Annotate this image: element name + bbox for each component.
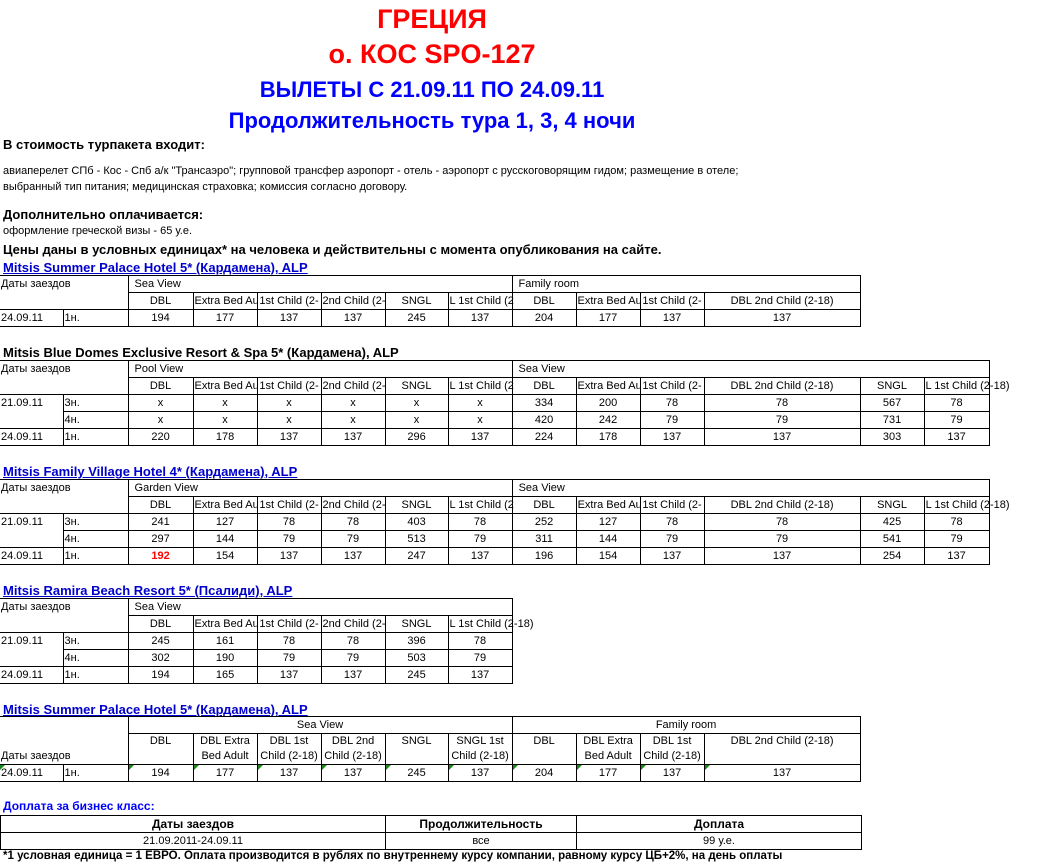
price-cell: 137	[448, 667, 512, 684]
column-header: SNGL	[385, 497, 448, 514]
column-header: DBL 2nd Child (2-18)	[704, 293, 860, 310]
check-in-date: 21.09.11	[0, 395, 63, 412]
price-cell: 144	[193, 531, 257, 548]
check-in-date: 24.09.11	[0, 667, 63, 684]
empty-cell	[0, 616, 128, 633]
nights: 1н.	[63, 765, 128, 782]
business-header-row	[1, 816, 862, 833]
column-header: L 1st Child (2	[448, 378, 512, 395]
column-header-row	[0, 734, 860, 765]
price-cell: 161	[193, 633, 257, 650]
price-cell: x	[385, 395, 448, 412]
price-cell: x	[128, 412, 193, 429]
column-header: DBL 1st Child (2-18)	[257, 734, 321, 765]
column-header: 2nd Child (2-	[321, 293, 385, 310]
column-header: SNGL	[860, 497, 924, 514]
price-cell: x	[257, 412, 321, 429]
room-type-header: Sea View	[128, 599, 512, 616]
price-row	[0, 412, 989, 429]
price-cell: 220	[128, 429, 193, 446]
business-surcharge: 99 у.е.	[577, 833, 862, 850]
nights: 3н.	[63, 395, 128, 412]
nights: 3н.	[63, 633, 128, 650]
check-in-date: 24.09.11	[0, 548, 63, 565]
price-cell: 297	[128, 531, 193, 548]
price-table	[0, 598, 534, 684]
price-row	[0, 667, 512, 684]
price-cell: 78	[257, 633, 321, 650]
column-header: DBL 2nd Child (2-18)	[704, 378, 860, 395]
column-header: 2nd Child (2-	[321, 497, 385, 514]
price-cell: 78	[321, 633, 385, 650]
price-cell: 137	[704, 765, 860, 782]
column-header: 2nd Child (2-	[321, 616, 385, 633]
hotel-title[interactable]: Mitsis Family Village Hotel 4* (Кардамена), ALP	[3, 464, 298, 479]
price-cell: 252	[512, 514, 576, 531]
room-type-header: Family room	[512, 276, 860, 293]
column-header: 1st Child (2-	[257, 378, 321, 395]
business-row	[1, 833, 862, 850]
room-type-header: Sea View	[128, 717, 512, 734]
price-cell: 403	[385, 514, 448, 531]
price-cell: 78	[448, 633, 512, 650]
price-row	[0, 531, 989, 548]
price-cell: 144	[576, 531, 640, 548]
nights: 4н.	[63, 650, 128, 667]
price-cell: 154	[193, 548, 257, 565]
title-country: ГРЕЦИЯ	[377, 4, 487, 34]
column-header: SNGL	[860, 378, 924, 395]
price-cell: 137	[924, 429, 989, 446]
nights: 4н.	[63, 412, 128, 429]
price-cell: 79	[448, 531, 512, 548]
nights: 3н.	[63, 514, 128, 531]
includes-title: В стоимость турпакета входит:	[3, 137, 205, 152]
price-cell: 137	[704, 429, 860, 446]
price-row	[0, 633, 512, 650]
includes-line-1: авиаперелет СПб - Кос - Спб а/к "Трансаэро"; групповой трансфер аэропорт - отель - аэропорт с русскоговорящим гидом; размещение в отеле;	[3, 165, 739, 177]
group-header-row	[0, 599, 512, 616]
price-cell: 137	[704, 548, 860, 565]
nights: 1н.	[63, 429, 128, 446]
column-header: DBL Extra Bed Adult	[576, 734, 640, 765]
column-header: DBL	[128, 293, 193, 310]
price-cell: 79	[924, 531, 989, 548]
price-cell: 177	[193, 765, 257, 782]
column-header: L 1st Child (2	[448, 497, 512, 514]
price-cell: 79	[448, 650, 512, 667]
price-cell: 78	[704, 395, 860, 412]
price-cell: 79	[257, 650, 321, 667]
title-island: о. КОС SPO-127	[328, 39, 536, 69]
price-cell: 137	[640, 765, 704, 782]
price-cell: 78	[640, 395, 704, 412]
empty-cell	[0, 497, 128, 514]
footnote: *1 условная единица = 1 ЕВРО. Оплата производится в рублях по внутреннему курсу компании, равному курсу ЦБ+2%, на день оплаты	[3, 850, 783, 862]
price-cell: 178	[193, 429, 257, 446]
price-cell: 334	[512, 395, 576, 412]
price-cell: 137	[640, 429, 704, 446]
price-cell: 78	[640, 514, 704, 531]
hotel-title[interactable]: Mitsis Summer Palace Hotel 5* (Кардамена), ALP	[3, 702, 308, 717]
price-cell: 79	[257, 531, 321, 548]
empty-cell	[0, 293, 128, 310]
price-cell: 165	[193, 667, 257, 684]
date-column-header: Даты заездов	[0, 361, 128, 378]
column-header: DBL 2nd Child (2-18)	[704, 497, 860, 514]
column-header: 1st Child (2-	[257, 616, 321, 633]
column-header-row	[0, 293, 860, 310]
price-table	[0, 479, 1010, 565]
price-cell: 137	[640, 548, 704, 565]
price-cell: 204	[512, 765, 576, 782]
price-cell: 245	[128, 633, 193, 650]
price-cell: 79	[321, 650, 385, 667]
column-header: Extra Bed Au	[576, 378, 640, 395]
room-type-header: Sea View	[512, 480, 989, 497]
price-cell: 137	[257, 667, 321, 684]
column-header: DBL	[128, 734, 193, 765]
column-header: DBL 2nd Child (2-18)	[704, 734, 860, 765]
check-in-date	[0, 650, 63, 667]
column-header: L 1st Child (2-18)	[924, 378, 989, 395]
price-cell: 177	[576, 765, 640, 782]
column-header: SNGL	[385, 734, 448, 765]
column-header: 1st Child (2-	[640, 497, 704, 514]
price-cell: 425	[860, 514, 924, 531]
price-cell: 241	[128, 514, 193, 531]
price-table	[0, 716, 861, 782]
column-header: DBL	[512, 378, 576, 395]
price-cell: 79	[704, 531, 860, 548]
price-cell: 247	[385, 548, 448, 565]
empty-cell	[0, 378, 128, 395]
price-cell: 137	[257, 765, 321, 782]
column-header: DBL	[128, 497, 193, 514]
title-duration: Продолжительность тура 1, 3, 4 ночи	[228, 108, 636, 133]
price-cell: 224	[512, 429, 576, 446]
price-cell: 303	[860, 429, 924, 446]
group-header-row	[0, 361, 989, 378]
price-cell: 194	[128, 765, 193, 782]
price-cell: 245	[385, 310, 448, 327]
hotel-title: Mitsis Blue Domes Exclusive Resort & Spa 5* (Кардамена), ALP	[3, 345, 399, 360]
column-header: SNGL	[385, 293, 448, 310]
price-table	[0, 275, 861, 327]
room-type-header: Sea View	[128, 276, 512, 293]
price-cell: 137	[448, 548, 512, 565]
price-cell: 78	[321, 514, 385, 531]
column-header: DBL	[128, 378, 193, 395]
group-header-row	[0, 480, 989, 497]
business-dates: 21.09.2011-24.09.11	[1, 833, 386, 850]
business-title: Доплата за бизнес класс:	[3, 799, 155, 813]
column-header: Extra Bed Au	[576, 497, 640, 514]
price-cell: 137	[257, 310, 321, 327]
price-cell: x	[193, 395, 257, 412]
price-cell: 177	[193, 310, 257, 327]
title-departures: ВЫЛЕТЫ С 21.09.11 ПО 24.09.11	[259, 77, 605, 102]
date-column-header: Даты заездов	[0, 480, 128, 497]
price-cell: x	[448, 412, 512, 429]
business-table	[0, 815, 862, 850]
price-cell: 79	[321, 531, 385, 548]
nights: 1н.	[63, 548, 128, 565]
price-cell: 127	[576, 514, 640, 531]
room-type-header: Garden View	[128, 480, 512, 497]
date-column-header: Даты заездов	[0, 599, 128, 616]
price-cell: 78	[257, 514, 321, 531]
column-header: L 1st Child (2-18)	[448, 616, 512, 633]
column-header: L 1st Child (2	[448, 293, 512, 310]
price-cell: 242	[576, 412, 640, 429]
room-type-header: Sea View	[512, 361, 989, 378]
price-cell: 396	[385, 633, 448, 650]
price-cell: x	[193, 412, 257, 429]
price-cell: 137	[321, 548, 385, 565]
price-cell: 79	[924, 412, 989, 429]
price-cell: 731	[860, 412, 924, 429]
nights: 1н.	[63, 667, 128, 684]
price-cell: 190	[193, 650, 257, 667]
includes-line-2: выбранный тип питания; медицинская страховка; комиссия согласно договору.	[3, 181, 408, 193]
price-cell: 137	[321, 429, 385, 446]
column-header: DBL 2nd Child (2-18)	[321, 734, 385, 765]
price-cell: x	[385, 412, 448, 429]
column-header: L 1st Child (2-18)	[924, 497, 989, 514]
business-duration: все	[386, 833, 577, 850]
price-cell: x	[321, 412, 385, 429]
price-cell: 296	[385, 429, 448, 446]
price-cell: 154	[576, 548, 640, 565]
price-table	[0, 360, 1010, 446]
check-in-date	[0, 531, 63, 548]
price-cell: 137	[321, 310, 385, 327]
price-cell: 194	[128, 310, 193, 327]
hotel-title[interactable]: Mitsis Summer Palace Hotel 5* (Кардамена), ALP	[3, 260, 308, 275]
price-cell: 137	[257, 548, 321, 565]
price-cell: 200	[576, 395, 640, 412]
column-header: SNGL 1st Child (2-18)	[448, 734, 512, 765]
nights: 4н.	[63, 531, 128, 548]
extra-line: оформление греческой визы - 65 у.е.	[3, 225, 193, 237]
nights: 1н.	[63, 310, 128, 327]
price-cell: 137	[704, 310, 860, 327]
check-in-date: 21.09.11	[0, 633, 63, 650]
column-header: Extra Bed Au	[576, 293, 640, 310]
price-cell: x	[321, 395, 385, 412]
price-cell: 78	[448, 514, 512, 531]
column-header-row	[0, 378, 989, 395]
price-row	[0, 514, 989, 531]
business-header-dates: Даты заездов	[1, 816, 386, 833]
column-header: DBL	[512, 734, 576, 765]
column-header: 1st Child (2-	[257, 497, 321, 514]
prices-note: Цены даны в условных единицах* на человека и действительны с момента опубликования на сайте.	[3, 242, 662, 257]
price-cell: 137	[257, 429, 321, 446]
price-cell: 127	[193, 514, 257, 531]
price-cell: 178	[576, 429, 640, 446]
price-cell: 78	[924, 514, 989, 531]
price-cell: 137	[321, 765, 385, 782]
column-header: DBL 1st Child (2-18)	[640, 734, 704, 765]
date-column-header: Даты заездов	[0, 276, 128, 293]
price-cell: 137	[924, 548, 989, 565]
price-cell: 192	[128, 548, 193, 565]
column-header: 2nd Child (2-	[321, 378, 385, 395]
price-row	[0, 310, 860, 327]
price-cell: 204	[512, 310, 576, 327]
price-cell: 79	[640, 412, 704, 429]
price-cell: 245	[385, 667, 448, 684]
price-cell: 420	[512, 412, 576, 429]
price-cell: 311	[512, 531, 576, 548]
price-cell: 567	[860, 395, 924, 412]
column-header: SNGL	[385, 378, 448, 395]
column-header: DBL Extra Bed Adult	[193, 734, 257, 765]
column-header: Extra Bed Au	[193, 497, 257, 514]
column-header: 1st Child (2-	[640, 378, 704, 395]
column-header: Extra Bed Au	[193, 616, 257, 633]
price-cell: 137	[640, 310, 704, 327]
extra-title: Дополнительно оплачивается:	[3, 207, 204, 222]
column-header-row	[0, 616, 512, 633]
group-header-row	[0, 717, 860, 734]
check-in-date: 21.09.11	[0, 514, 63, 531]
price-cell: 78	[704, 514, 860, 531]
price-cell: 541	[860, 531, 924, 548]
check-in-date: 24.09.11	[0, 765, 63, 782]
price-cell: 78	[924, 395, 989, 412]
group-header-row	[0, 276, 860, 293]
room-type-header: Family room	[512, 717, 860, 734]
room-type-header: Pool View	[128, 361, 512, 378]
date-column-header: Даты заездов	[0, 717, 128, 765]
price-cell: 137	[448, 429, 512, 446]
column-header: DBL	[512, 293, 576, 310]
price-cell: 137	[321, 667, 385, 684]
column-header: 1st Child (2-	[640, 293, 704, 310]
price-cell: 194	[128, 667, 193, 684]
column-header-row	[0, 497, 989, 514]
price-cell: x	[448, 395, 512, 412]
hotel-title[interactable]: Mitsis Ramira Beach Resort 5* (Псалиди), ALP	[3, 583, 293, 598]
price-row	[0, 548, 989, 565]
price-cell: x	[128, 395, 193, 412]
column-header: DBL	[128, 616, 193, 633]
column-header: Extra Bed Au	[193, 293, 257, 310]
price-row	[0, 395, 989, 412]
column-header: SNGL	[385, 616, 448, 633]
price-cell: 302	[128, 650, 193, 667]
price-cell: x	[257, 395, 321, 412]
column-header: 1st Child (2-	[257, 293, 321, 310]
price-cell: 245	[385, 765, 448, 782]
price-cell: 137	[448, 310, 512, 327]
check-in-date	[0, 412, 63, 429]
check-in-date: 24.09.11	[0, 429, 63, 446]
check-in-date: 24.09.11	[0, 310, 63, 327]
price-cell: 503	[385, 650, 448, 667]
business-header-surcharge: Доплата	[577, 816, 862, 833]
price-row	[0, 429, 989, 446]
price-cell: 137	[448, 765, 512, 782]
price-cell: 196	[512, 548, 576, 565]
price-row	[0, 650, 512, 667]
column-header: Extra Bed Au	[193, 378, 257, 395]
price-cell: 79	[640, 531, 704, 548]
price-cell: 177	[576, 310, 640, 327]
price-cell: 513	[385, 531, 448, 548]
price-cell: 79	[704, 412, 860, 429]
price-cell: 254	[860, 548, 924, 565]
column-header: DBL	[512, 497, 576, 514]
business-header-duration: Продолжительность	[386, 816, 577, 833]
price-row	[0, 765, 860, 782]
